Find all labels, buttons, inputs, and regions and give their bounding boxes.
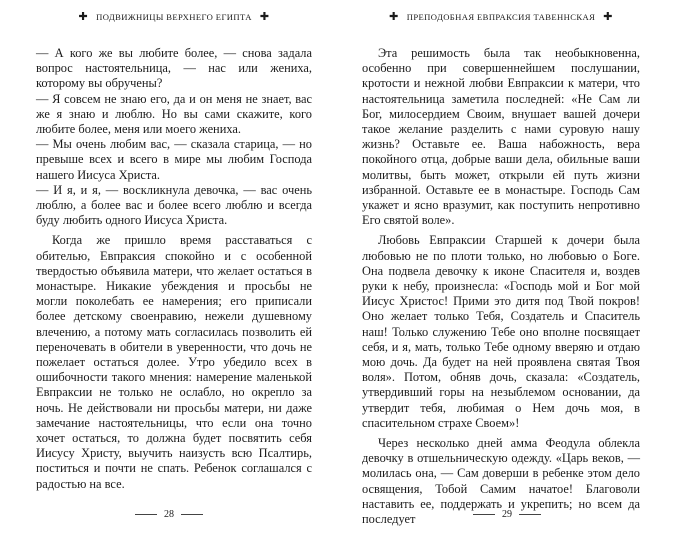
folio-dash <box>473 514 495 515</box>
folio-dash <box>181 514 203 515</box>
paragraph: Эта решимость была так необыкновенна, особенно при совершеннейшем послушании, кротости и нежной любви Евпраксии к матери, что настоятельница заметила последней: «Не Сам ли Бог, милосердием Своим, внушает вашей дочери такое желание разделить с нами суровую нашу жизнь? Оставьте ее. Ваша набожность, вера покойного отца, добрые ваши дела, обильные ваши молитвы, быть может, открыли ей путь жизни избранной. Оставьте ее в монастыре. Господь Сам укажет и ясно вразумит, как поступить непротивно Его святой воле». <box>362 46 640 228</box>
left-body-text <box>36 46 312 492</box>
left-page <box>0 0 338 540</box>
right-page-number <box>338 509 676 520</box>
paragraph: — И я, и я, — воскликнула девочка, — вас очень люблю, а более вас и более всего люблю и всегда буду любить одного Иисуса Христа. <box>36 182 312 228</box>
paragraph: Любовь Евпраксии Старшей к дочери была любовью не по плоти только, но любовью о Боге. Она подвела девочку к иконе Спасителя и, воздев руки к небу, произнесла: «Господь мой и Бог мой Иисус Христос! Прими это дитя под Твой покров! Оно желает только Тебя, Создатель и Спаситель наш! Только служению Тебе оно вполне посвящает себя, и я, мать, только Тебе одному вверяю и отдаю мою дочь. Да будет на ней проявлена святая Твоя воля». Потом, обняв дочь, сказала: «Создатель, утвердивший горы на незыблемом основании, да утвердит тебя, любимая о Нем дочь моя, в спасительном страхе Своем»! <box>362 233 640 430</box>
cross-ornament-icon: ✚ <box>603 10 613 23</box>
cross-ornament-icon: ✚ <box>259 10 270 23</box>
right-running-head <box>362 10 640 23</box>
right-page <box>338 0 676 540</box>
paragraph: — А кого же вы любите более, — снова задала вопрос настоятельница, — нас или жениха, которому вы обручены? <box>36 46 312 91</box>
cross-ornament-icon: ✚ <box>389 10 399 23</box>
paragraph: — Мы очень любим вас, — сказала старица, — но превыше всех и всего в мире мы любим Господа нашего Иисуса Христа. <box>36 137 312 182</box>
folio-dash <box>519 514 541 515</box>
paragraph: Когда же пришло время расставаться с обителью, Евпраксия спокойно и с особенной твердостью объявила матери, что желает остаться в монастыре. Никакие убеждения и просьбы не могли поколебать ее намерения; его приписали более детскому своенравию, нежели душевному влечению, а потому мать согласилась позволить ей переночевать в обители в уверенности, что дочь не пожелает остаться долее. Утро убедило всех в ошибочности такого мнения: намерение маленькой Евпраксии не только не ослабло, но окрепло за ночь. Не действовали ни просьбы матери, ни даже замечание настоятельницы, что если она точно хочет остаться, то должна будет посвятить себя Иисусу Христу, выучить наизусть всю Псалтирь, поститься и почти не спать. Ребенок соглашался с радостью на все. <box>36 233 312 491</box>
left-running-head-title: ПОДВИЖНИЦЫ ВЕРХНЕГО ЕГИПТА <box>96 11 252 22</box>
page-number: 29 <box>502 509 512 520</box>
right-body-text <box>362 46 640 527</box>
paragraph: Через несколько дней амма Феодула облекла девочку в отшельническую одежду. «Царь веков, — молилась она, — Сам доверши в ребенке этом дело освящения, Тобой Самим начатое! Благоволи наставить ее, поддержать и укрепить; но всем да последует <box>362 436 640 527</box>
left-running-head <box>36 10 312 23</box>
cross-ornament-icon: ✚ <box>78 10 89 23</box>
paragraph: — Я совсем не знаю его, да и он меня не знает, вас же я знаю и люблю. Но вы сами скажите, кого любите более, меня или моего жениха. <box>36 91 312 137</box>
left-page-number <box>0 509 338 520</box>
right-running-head-title: ПРЕПОДОБНАЯ ЕВПРАКСИЯ ТАВЕННСКАЯ <box>406 11 596 22</box>
folio-dash <box>135 514 157 515</box>
page-number: 28 <box>164 509 174 520</box>
